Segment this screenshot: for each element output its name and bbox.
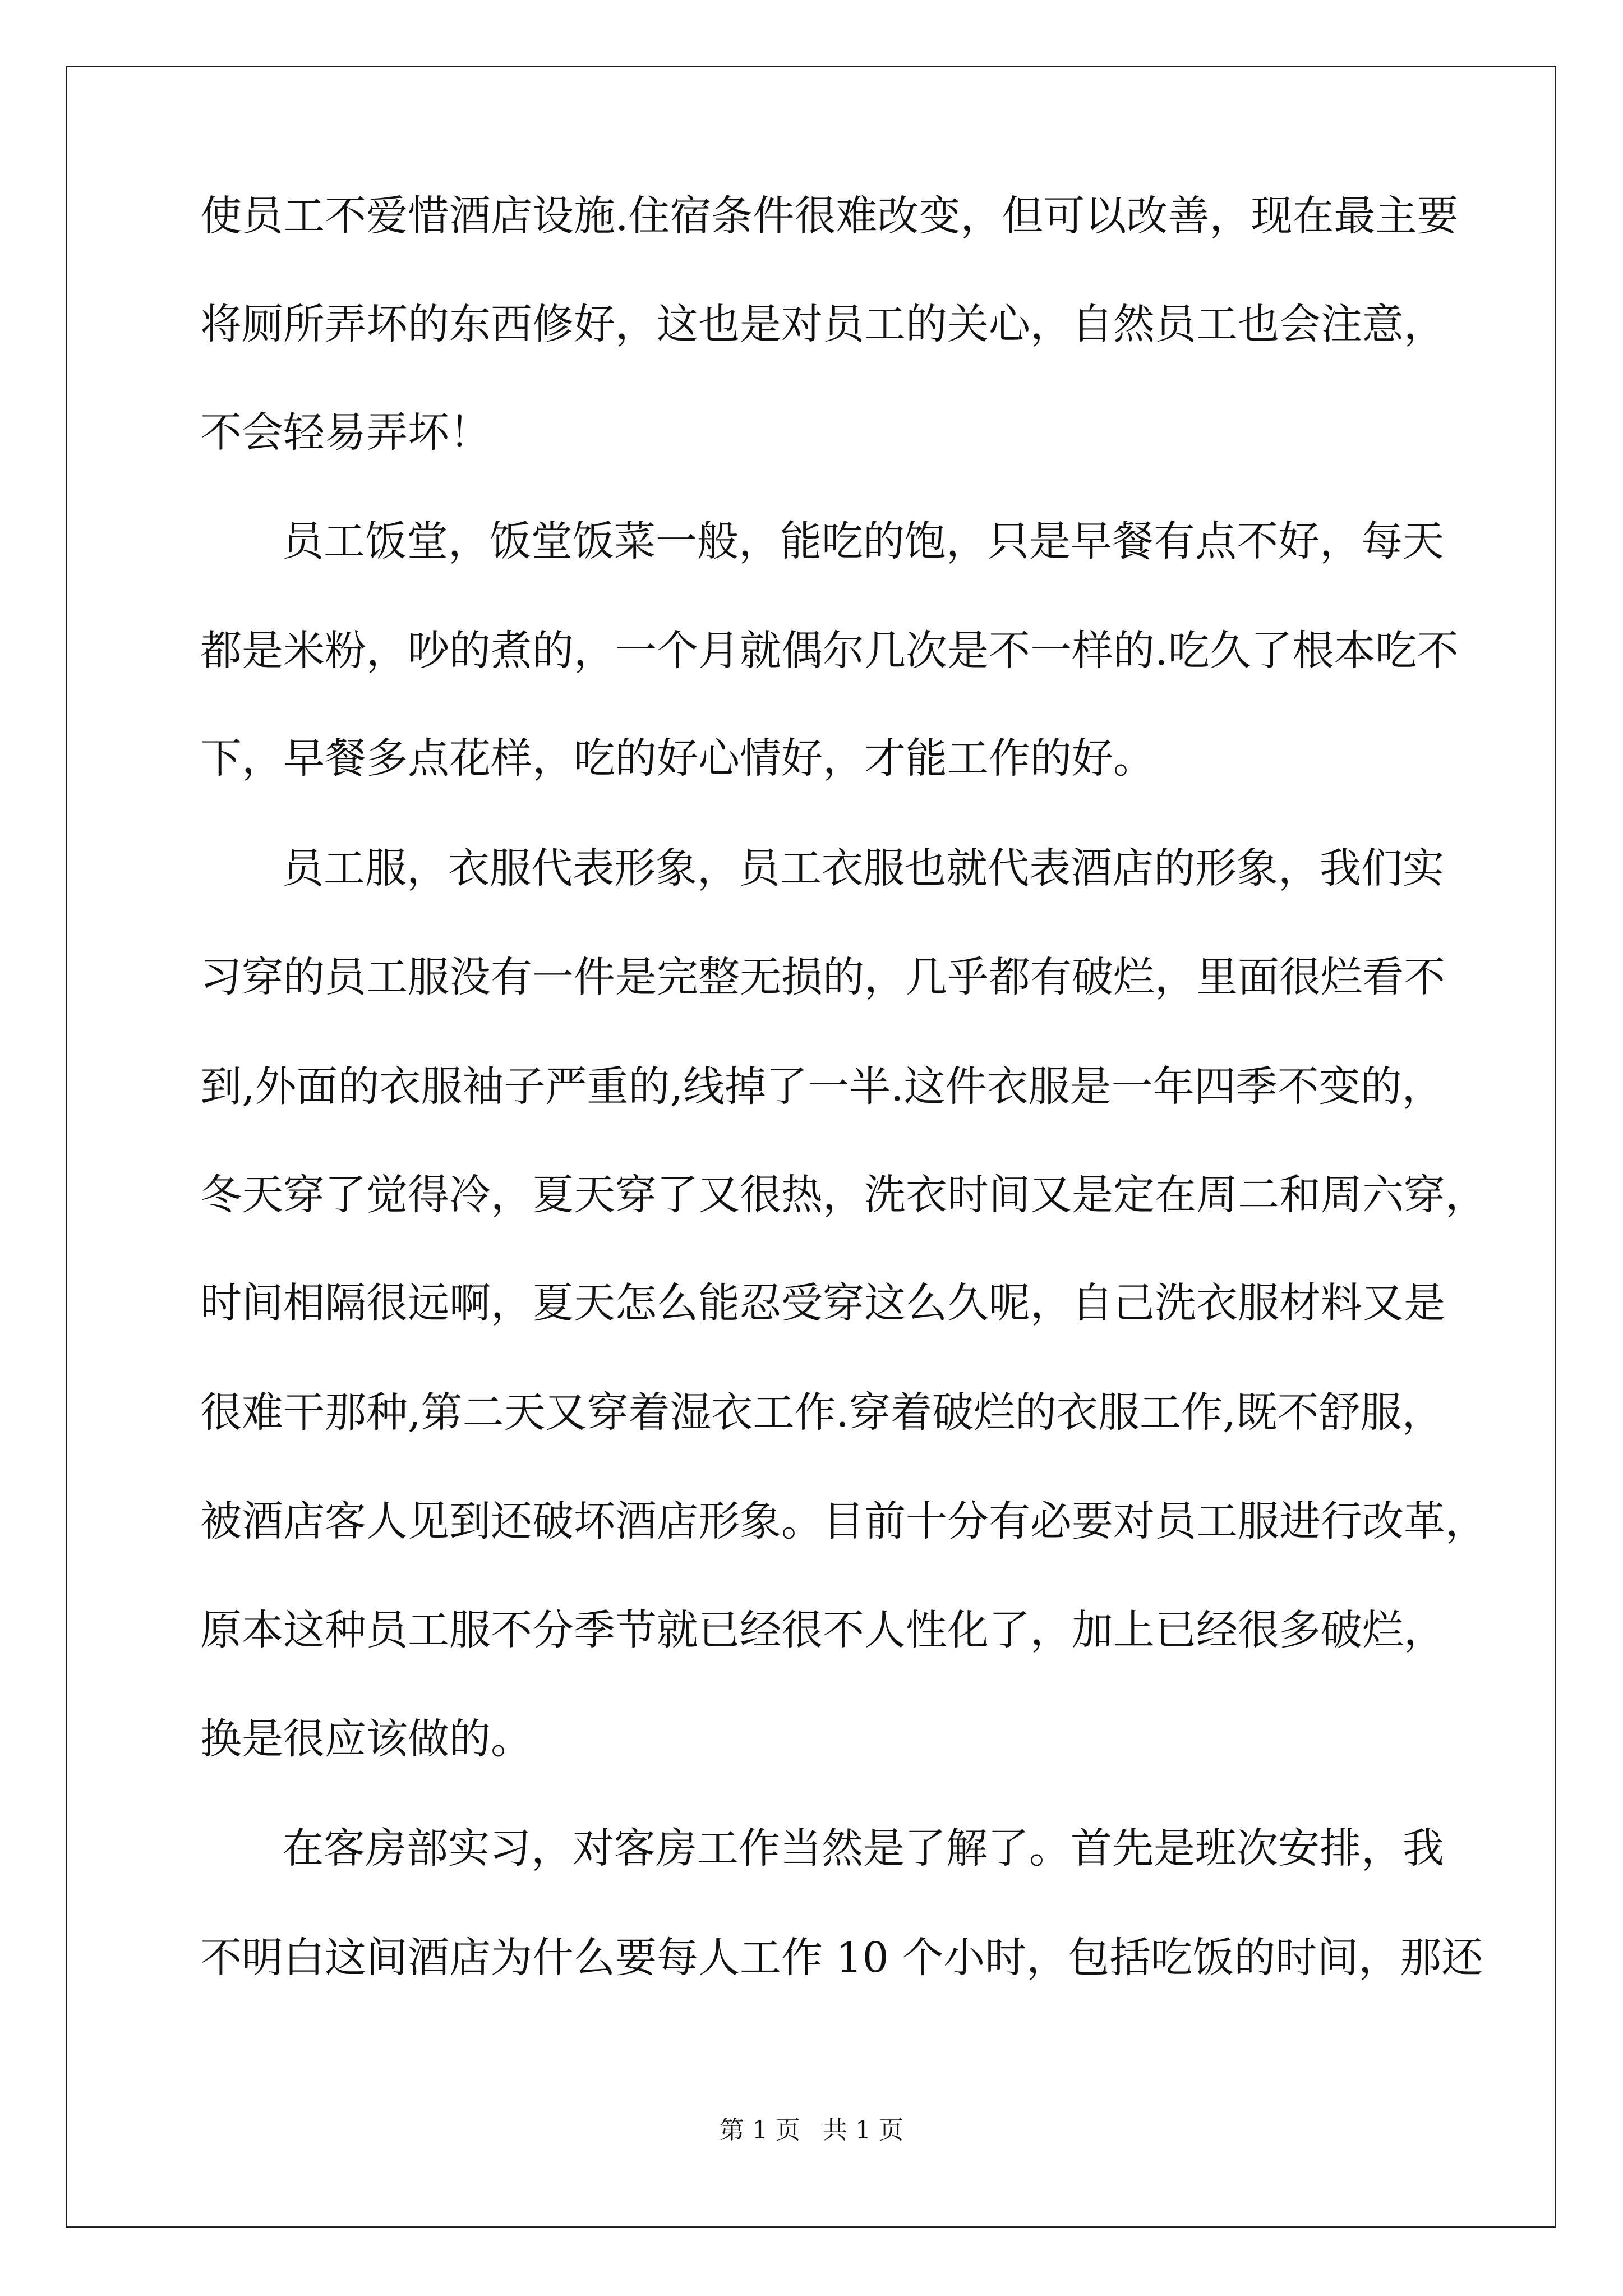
- page-border: [66, 66, 1556, 2228]
- text-line: 都是米粉，吵的煮的，一个月就偶尔几次是不一样的.吃久了根本吃不: [200, 627, 1459, 675]
- text-line: 被酒店客人见到还破坏酒店形象。目前十分有必要对员工服进行改革，: [200, 1497, 1487, 1545]
- text-line: 使员工不爱惜酒店设施.住宿条件很难改变，但可以改善，现在最主要: [200, 192, 1459, 240]
- text-line: 在客房部实习，对客房工作当然是了解了。首先是班次安排，我: [282, 1824, 1444, 1872]
- text-line: 换是很应该做的。: [200, 1715, 532, 1763]
- text-line: 将厕所弄坏的东西修好，这也是对员工的关心，自然员工也会注意，: [200, 300, 1445, 348]
- text-line: 很难干那种,第二天又穿着湿衣工作.穿着破烂的衣服工作,既不舒服，: [200, 1388, 1444, 1437]
- page-number: 第 1 页: [720, 2116, 800, 2145]
- text-line: 时间相隔很远啊，夏天怎么能忍受穿这么久呢，自己洗衣服材料又是: [200, 1279, 1445, 1327]
- text-line: 到,外面的衣服袖子严重的,线掉了一半.这件衣服是一年四季不变的，: [200, 1062, 1444, 1111]
- page-footer: [0, 2114, 1623, 2147]
- page-total: 共 1 页: [823, 2116, 903, 2145]
- text-line: 下，早餐多点花样，吃的好心情好，才能工作的好。: [200, 734, 1155, 783]
- text-line: 不会轻易弄坏！: [200, 408, 491, 457]
- text-line: 不明白这间酒店为什么要每人工作 10 个小时，包括吃饭的时间，那还: [200, 1934, 1483, 1982]
- text-line: 原本这种员工服不分季节就已经很不人性化了，加上已经很多破烂，: [200, 1606, 1445, 1654]
- text-line: 员工饭堂，饭堂饭菜一般，能吃的饱，只是早餐有点不好，每天: [282, 517, 1444, 565]
- text-line: 冬天穿了觉得冷，夏天穿了又很热，洗衣时间又是定在周二和周六穿，: [200, 1171, 1487, 1219]
- text-line: 员工服，衣服代表形象，员工衣服也就代表酒店的形象，我们实: [282, 844, 1444, 892]
- text-line: 习穿的员工服没有一件是完整无损的，几乎都有破烂，里面很烂看不: [200, 953, 1445, 1001]
